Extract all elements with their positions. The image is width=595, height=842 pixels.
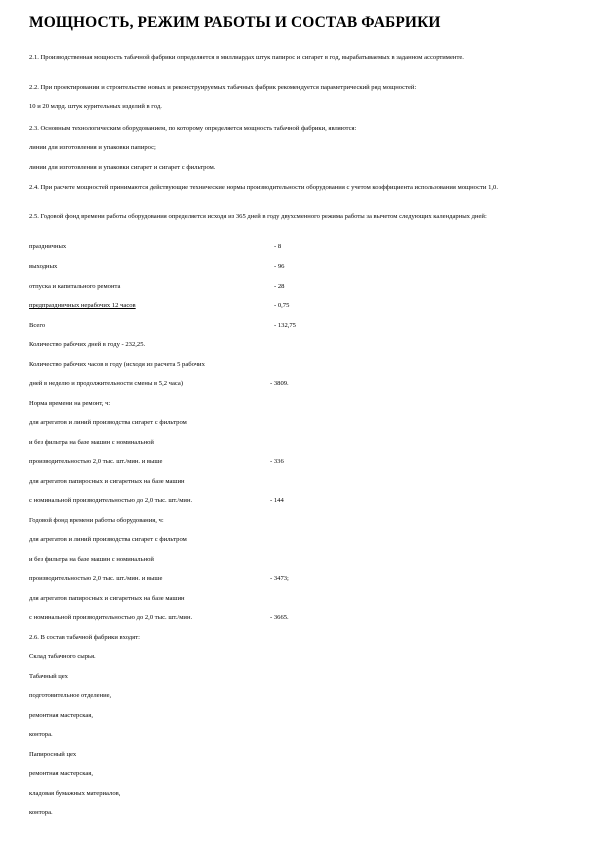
paragraph-2-3: 2.3. Основным технологическим оборудованием, по которому определяется мощность табачной фабрики, являются: <box>29 125 357 132</box>
paragraph-2-3-item-2: линии для изготовления и упаковки сигарет и сигарет с фильтром. <box>29 164 216 171</box>
fund-item-2-line2: с номинальной производительностью до 2,0 тыс. шт./мин. <box>29 614 193 621</box>
repair-item-1-line2: и без фильтра на базе машин с номинальной <box>29 439 154 446</box>
hours-text-line2: дней в неделю и продолжительности смены в 5,2 часа) <box>29 380 184 387</box>
repair-item-1-line3: производительностью 2,0 тыс. шт./мин. и выше <box>29 458 163 465</box>
repair-item-1-value: - 336 <box>270 458 284 465</box>
composition-item: ремонтная мастерская, <box>29 712 93 719</box>
days-row-label: отпуска и капитального ремонта <box>29 283 121 290</box>
fund-item-1-value: - 3473; <box>270 575 289 582</box>
fund-item-2-value: - 3665. <box>270 614 289 621</box>
repair-item-2-line1: для агрегатов папиросных и сигаретных на базе машин <box>29 478 185 485</box>
fund-item-1-line3: производительностью 2,0 тыс. шт./мин. и выше <box>29 575 163 582</box>
days-row-value: - 96 <box>274 263 285 270</box>
composition-item: контора. <box>29 809 53 816</box>
composition-item: кладовая бумажных материалов, <box>29 790 121 797</box>
paragraph-2-2: 2.2. При проектировании и строительстве новых и реконструируемых табачных фабрик рекомендуется параметрический ряд мощностей: <box>29 84 417 91</box>
days-row-value: - 0,75 <box>274 302 290 309</box>
fund-item-2-line1: для агрегатов папиросных и сигаретных на базе машин <box>29 595 185 602</box>
page-title: МОЩНОСТЬ, РЕЖИМ РАБОТЫ И СОСТАВ ФАБРИКИ <box>29 14 441 31</box>
fund-heading: Годовой фонд времени работы оборудования, ч: <box>29 517 164 524</box>
days-row-label: праздничных <box>29 243 67 250</box>
paragraph-2-3-item-1: линии для изготовления и упаковки папирос; <box>29 144 156 151</box>
composition-item: Табачный цех <box>29 673 68 680</box>
days-row-value: - 28 <box>274 283 285 290</box>
paragraph-2-6: 2.6. В состав табачной фабрики входят: <box>29 634 140 641</box>
repair-heading: Норма времени на ремонт, ч: <box>29 400 111 407</box>
paragraph-2-1: 2.1. Производственная мощность табачной фабрики определяется в миллиардах штук папирос и сигарет в год, вырабатываемых в заданном ассортименте. <box>29 54 464 61</box>
paragraph-2-5: 2.5. Годовой фонд времени работы оборудования определяется исходя из 365 дней в году двухсменного режима работы за вычетом следующих календарных дней: <box>29 213 487 220</box>
workdays-text: Количество рабочих дней в году - 232,25. <box>29 341 146 348</box>
composition-item: контора. <box>29 731 53 738</box>
hours-value: - 3809. <box>270 380 289 387</box>
repair-item-2-line2: с номинальной производительностью до 2,0 тыс. шт./мин. <box>29 497 193 504</box>
days-row-value: - 8 <box>274 243 282 250</box>
composition-item: Склад табачного сырья. <box>29 653 96 660</box>
repair-item-2-value: - 144 <box>270 497 284 504</box>
days-row-label: предпраздничных нерабочих 12 часов <box>29 302 136 309</box>
repair-item-1-line1: для агрегатов и линий производства сигарет с фильтром <box>29 419 187 426</box>
composition-item: подготовительное отделение, <box>29 692 112 699</box>
days-row-label: выходных <box>29 263 58 270</box>
composition-item: ремонтная мастерская, <box>29 770 93 777</box>
days-total-value: - 132,75 <box>274 322 296 329</box>
paragraph-2-2-capacity: 10 и 20 млрд. штук курительных изделий в год. <box>29 103 162 110</box>
composition-item: Папиросный цех <box>29 751 77 758</box>
fund-item-1-line1: для агрегатов и линий производства сигарет с фильтром <box>29 536 187 543</box>
fund-item-1-line2: и без фильтра на базе машин с номинальной <box>29 556 154 563</box>
paragraph-2-4: 2.4. При расчете мощностей принимаются действующие технические нормы производительности оборудования с учетом коэффициента использования мощности 1,0. <box>29 184 498 191</box>
days-total-label: Всего <box>29 322 46 329</box>
hours-text-line1: Количество рабочих часов в году (исходя из расчета 5 рабочих <box>29 361 205 368</box>
